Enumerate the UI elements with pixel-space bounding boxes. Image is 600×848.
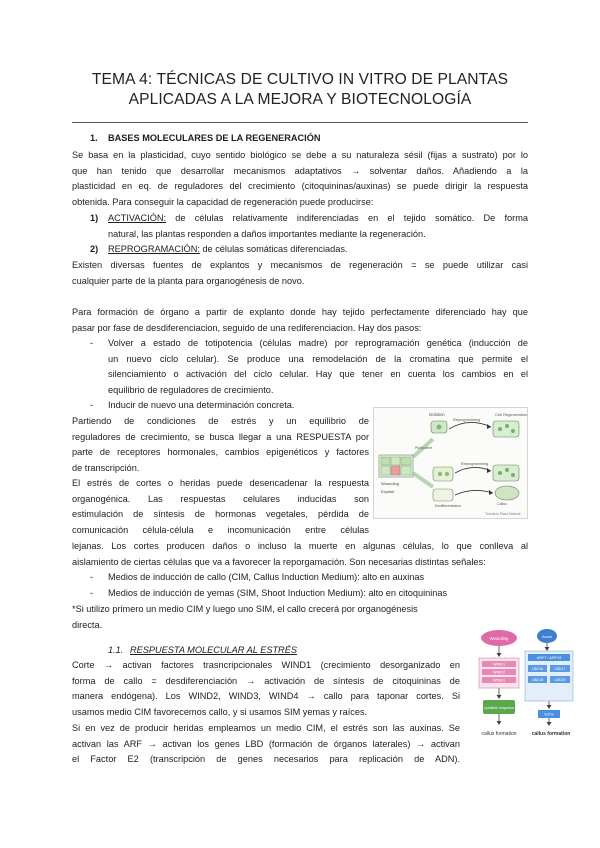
item-1-line-2: natural, las plantas responden a daños importantes mediante la regeneración. — [108, 228, 426, 239]
dash-bullet-3: - — [90, 572, 94, 582]
fig2-arrowhead-4 — [545, 647, 550, 651]
fig1-tissue-cell-wounded — [391, 466, 400, 475]
note-line-1: *Si utilizo primero un medio CIM y luego uno SIM, el callo crecerá por organogénesis — [72, 604, 418, 614]
fig1-dot-6 — [498, 471, 502, 475]
list-item-2-number: 2) — [90, 244, 99, 254]
dash-item-determination: Inducir de nuevo una determinación concreta. — [108, 400, 295, 410]
fig2-label-cytokinin: cytokinin response — [484, 706, 514, 710]
p4-line-4: de transcripción. — [72, 463, 140, 474]
fig2-label-arf: ARF7 / ARF19 — [536, 656, 562, 660]
fig2-label-wounding: Wounding — [489, 636, 509, 641]
figure-regeneration-diagram — [373, 407, 528, 519]
dash1-line-3: silenciamiento o activación del ciclo celular. Hay que tener en cuenta los cambios en el — [108, 369, 528, 380]
fig2-label-wind3: WIND3 — [492, 678, 506, 683]
document-title — [60, 70, 540, 110]
fig2-label-lbd17: LBD17 — [554, 667, 566, 671]
p7-line-2: activan las ARF → activan los genes LBD (formación de órganos laterales) → activan — [72, 738, 460, 749]
p2-line-2: cualquier parte de la planta para organogénesis de novo. — [72, 275, 305, 286]
p1-line-4: obtenida. Para conseguir la capacidad de regeneración puede producirse: — [72, 197, 374, 208]
fig1-callus-mass — [495, 486, 519, 500]
fig2-arrowhead-2 — [497, 695, 502, 699]
fig1-callus — [493, 465, 519, 481]
dash1-line-2: un nuevo ciclo celular). Se produce una remodelación de la cromatina que permite el — [108, 353, 528, 364]
section-1-number: 1. — [90, 133, 98, 143]
paragraph-explant-sources — [72, 258, 528, 289]
term-activacion: ACTIVACIÓN: — [108, 213, 167, 223]
fig1-cell-nucleus — [437, 425, 442, 430]
p1-line-2: que han tenido que desarrollar mecanismos adaptativos → solventar daños. Añadiendo a la — [72, 165, 528, 176]
fig1-label-isolation: Isolation — [429, 412, 445, 417]
fig1-dot-4 — [438, 472, 442, 476]
fig1-dediff-cells — [433, 467, 453, 481]
fig2-label-lbd18: LBD18 — [532, 678, 543, 682]
p5-line-5: lejanas. Los cortes producen daños o incluso la muerte en algunas células, lo que conlleva al — [72, 541, 528, 551]
term-reprogramacion: REPROGRAMACIÓN: — [108, 244, 200, 254]
figure-molecular-pathways — [470, 627, 600, 745]
p3-line-1: Para formación de órgano a partir de explanto donde hay tejido perfectamente diferenciado hay que — [72, 307, 528, 317]
title-line-1: TEMA 4: TÉCNICAS DE CULTIVO IN VITRO DE PLANTAS — [91, 71, 509, 88]
fig2-arrowhead-6 — [547, 722, 552, 726]
fig1-tissue-cell-3 — [401, 457, 411, 465]
paragraph-wind-factors — [72, 658, 460, 721]
p6-line-3: manera endógena). Los WIND2, WIND3, WIND4 → callo para taponar cortes. Si — [72, 691, 460, 702]
dash-bullet-4: - — [90, 588, 94, 598]
p6-line-2: forma de callo = desdiferenciación → activación de síntesis de citoquininas de — [72, 675, 460, 686]
fig2-label-callus-formation-2: callus formation — [531, 731, 571, 737]
fig2-label-lbd16: LBD16 — [532, 667, 543, 671]
fig1-dot-1 — [498, 427, 502, 431]
paragraph-auxin-pathway — [72, 721, 460, 768]
media-cim: Medios de inducción de callo (CIM, Callus Induction Medium): alto en auxinas — [108, 572, 425, 582]
p6-line-4: usamos medio CIM favorecemos callo, y si usamos SIM yemas y raíces. — [72, 707, 368, 718]
fig1-regenerated-cells — [493, 421, 519, 437]
section-1-1-heading: RESPUESTA MOLECULAR AL ESTRÉS — [130, 645, 297, 655]
p1-line-1: Se basa en la plasticidad, cuyo sentido biológico se debe a su naturaleza sésil (fijas a sustrato) por lo — [72, 150, 528, 160]
note-cim-sim — [72, 602, 528, 633]
fig1-dot-8 — [511, 473, 515, 477]
p5-line-2: organogénica. Las respuestas celulares inducidas son — [72, 493, 369, 504]
fig1-tissue-cell-4 — [381, 466, 390, 475]
p2-line-1: Existen diversas fuentes de explantos y mecanismos de regeneración = se puede utilizar casi — [72, 260, 528, 270]
fig2-arrowhead-5 — [547, 705, 552, 709]
p7-line-3: el Factor E2 (transcripción de genes necesarios para replicación de ADN). — [72, 754, 460, 765]
paragraph-organ-formation — [72, 305, 528, 336]
media-sim: Medios de inducción de yemas (SIM, Shoot Induction Medium): alto en citoquininas — [108, 588, 448, 598]
fig2-arrowhead-1 — [497, 653, 502, 657]
fig2-label-e2fa: E2Fa — [544, 712, 554, 717]
fig1-label-reprogramming: Reprogramming — [453, 418, 481, 422]
fig2-arrowhead-3 — [497, 721, 502, 725]
fig1-dot-3 — [511, 429, 515, 433]
p4-line-2: reguladores de crecimiento, se busca llegar a una RESPUESTA por — [72, 431, 369, 442]
fig2-label-lbd29: LBD29 — [554, 678, 566, 682]
fig1-label-wounding: Wounding — [381, 481, 399, 486]
section-1-heading: BASES MOLECULARES DE LA REGENERACIÓN — [108, 133, 321, 143]
fig1-tissue-cell-1 — [381, 457, 390, 465]
dash-bullet-2: - — [90, 400, 94, 410]
paragraph-plasticity — [72, 148, 528, 211]
list-item-2 — [108, 242, 347, 258]
paragraph-stress-response — [72, 414, 369, 477]
title-line-2: APLICADAS A LA MEJORA Y BIOTECNOLOGÍA — [128, 91, 472, 108]
note-line-2: directa. — [72, 619, 103, 630]
fig2-label-wind2: WIND2 — [492, 670, 506, 675]
list-item-1-number: 1) — [90, 213, 99, 223]
list-item-1 — [108, 211, 528, 242]
dash1-line-1: Volver a estado de totipotencia (células madre) por reprogramación genética (inducción de — [108, 338, 528, 348]
fig2-label-wind1: WIND1 — [492, 662, 506, 667]
p4-line-1: Partiendo de condiciones de estrés y un equilibrio de — [72, 416, 369, 426]
p4-line-3: parte de receptores hormonales, cambios epigenéticos y factores — [72, 447, 369, 458]
fig1-caption: Trends in Plant Science — [485, 512, 521, 516]
item-2-text: de células somáticas diferenciadas. — [199, 244, 348, 254]
p6-line-1: Corte → activan factores trasncripcionales WIND1 (crecimiento desorganizado en — [72, 660, 460, 670]
item-1-line-1: de células relativamente indiferenciadas en el tejido somático. De forma — [166, 213, 528, 223]
p5-line-6: aislamiento de ciertas células que va a favorecer la reporgamación. Son necesarias distintas señales: — [72, 556, 486, 567]
p5-line-4: comunicación célula-célula e incomunicación entre células — [72, 525, 369, 536]
fig1-dot-7 — [505, 468, 509, 472]
dash-bullet-1: - — [90, 338, 94, 348]
fig1-dot-5 — [445, 472, 449, 476]
dash1-line-4: equilibrio de reguladores de crecimiento. — [108, 385, 274, 396]
dash-item-totipotency — [108, 336, 528, 399]
paragraph-wound-stress — [72, 476, 369, 539]
fig2-label-callus-formation: callus formation — [481, 731, 517, 737]
fig1-label-pluripotent: Pluripotent — [415, 446, 433, 450]
p3-line-2: pasar por fase de desdiferenciacion, seguido de una rediferenciacion. Hay dos pasos: — [72, 322, 422, 333]
fig1-label-callus: Callus — [497, 502, 507, 506]
fig1-label-dedifferentiation: Dedifferentiation — [435, 504, 462, 508]
fig1-dot-2 — [505, 424, 509, 428]
fig1-label-regeneration: Cell Regeneration — [495, 412, 528, 417]
p1-line-3: plasticidad en eq. de reguladores del crecimiento (citoquininas/auxinas) se puede dirigir la respuesta — [72, 181, 528, 192]
title-divider — [72, 122, 528, 123]
p5-line-3: estimulación de síntesis de hormonas vegetales, pérdida de — [72, 509, 369, 520]
paragraph-wound-stress-continued — [72, 539, 528, 570]
fig1-tissue-cell-2 — [391, 457, 400, 465]
fig1-tissue-cell-6 — [401, 466, 411, 475]
p5-line-1: El estrés de cortes o heridas puede desencadenar la respuesta — [72, 478, 369, 488]
fig1-label-reprogramming-2: Reprogramming — [461, 462, 489, 466]
fig2-label-auxin: Auxin — [541, 634, 553, 639]
p7-line-1: Si en vez de producir heridas empleamos un medio CIM, el estrés son las auxinas. Se — [72, 723, 460, 733]
fig1-bottom-cells — [433, 489, 453, 501]
section-1-1-number: 1.1. — [108, 645, 124, 655]
fig1-label-explant: Explant — [381, 489, 395, 494]
